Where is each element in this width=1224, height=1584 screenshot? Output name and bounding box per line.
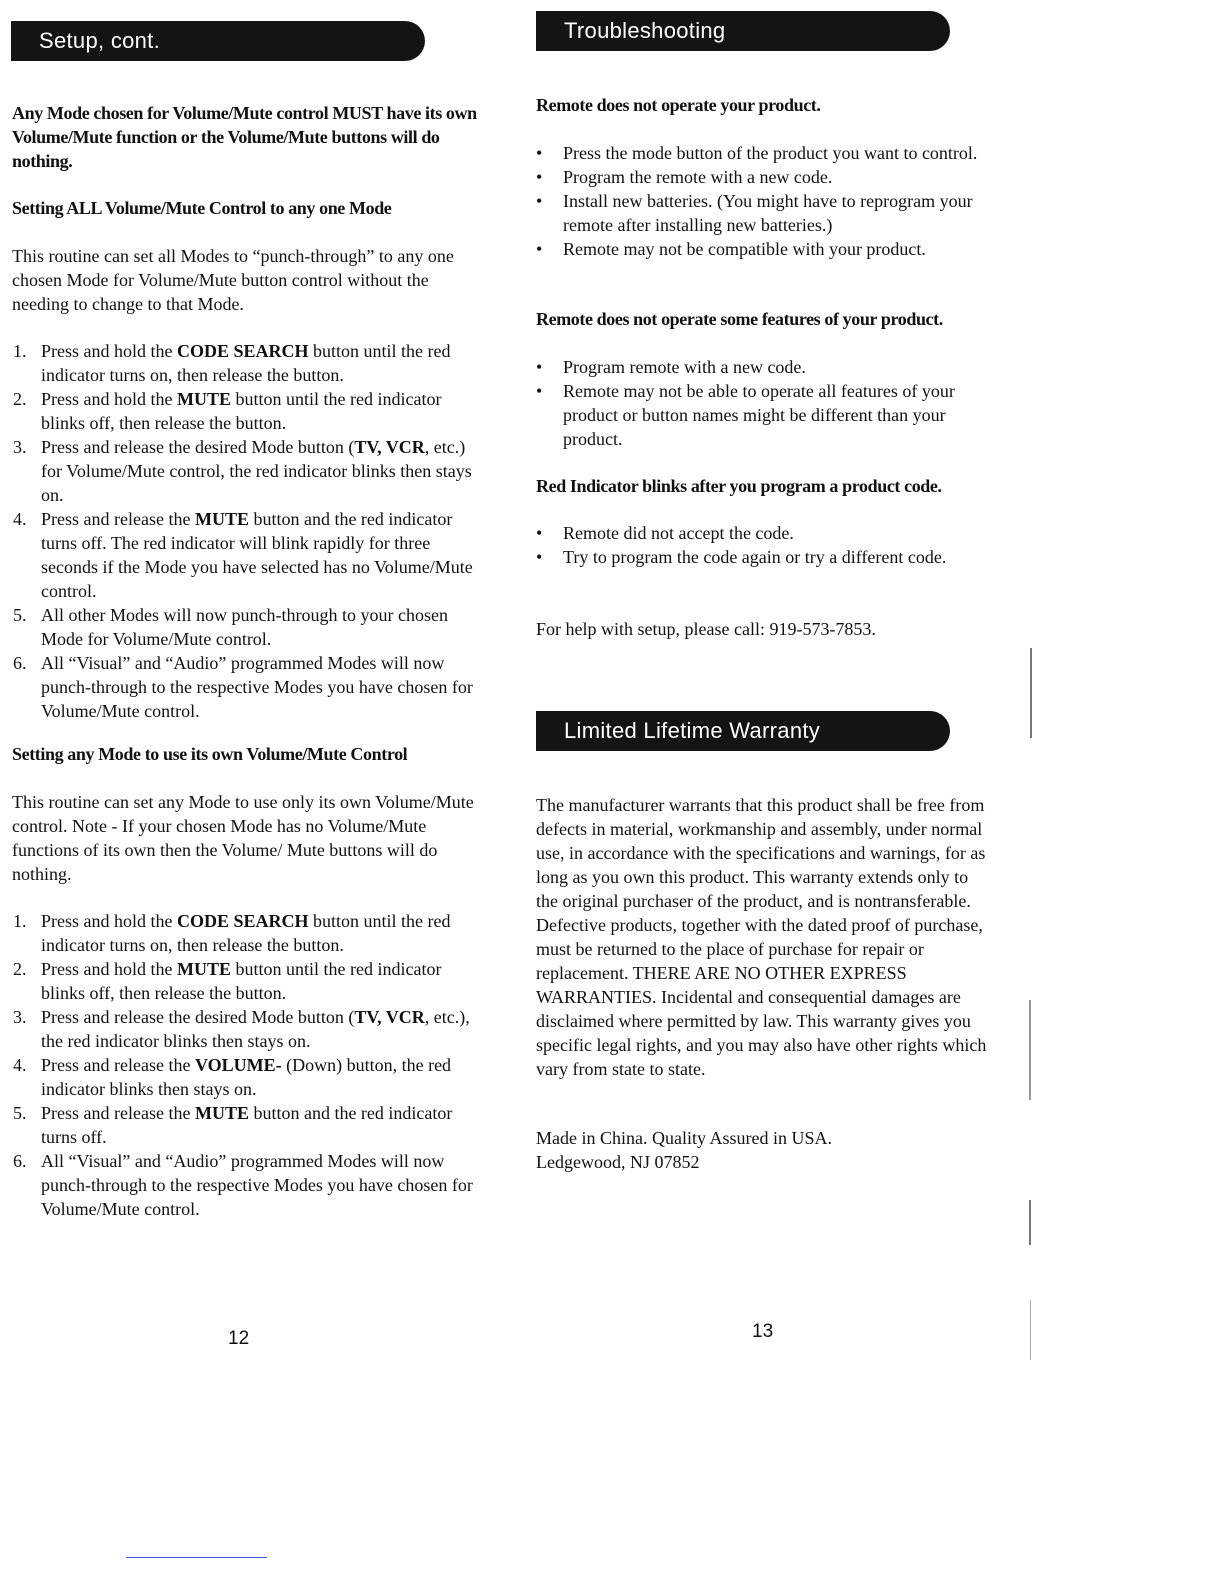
bullet-text: Install new batteries. (You might have to reprogram your remote after installing new batteries.) <box>563 191 973 235</box>
bullet-item <box>536 165 996 189</box>
step-item <box>12 651 482 723</box>
step-text: Press and release the <box>41 509 195 529</box>
issue-2 <box>536 307 996 331</box>
scan-edge-mark <box>1030 1300 1031 1360</box>
bullet-text: Remote may not be compatible with your product. <box>563 239 926 259</box>
troubleshooting-banner: Troubleshooting <box>536 11 950 51</box>
issue-heading: Remote does not operate your product. <box>536 95 821 115</box>
bullet-text: Remote did not accept the code. <box>563 523 794 543</box>
step-number: 4. <box>13 1055 27 1075</box>
bullet-item <box>536 521 996 545</box>
step-text: Press and hold the <box>41 341 177 361</box>
bullet-dot-icon: • <box>536 547 543 567</box>
step-item <box>12 1149 482 1221</box>
step-button-name: TV, VCR <box>354 437 425 457</box>
step-button-name: MUTE <box>176 959 231 979</box>
step-item <box>12 339 482 387</box>
step-number: 1. <box>13 911 27 931</box>
bullet-dot-icon: • <box>536 143 543 163</box>
bullet-text: Program the remote with a new code. <box>563 167 833 187</box>
section2-heading: Setting any Mode to use its own Volume/Mute Control <box>12 744 408 764</box>
step-number: 1. <box>13 341 27 361</box>
step-button-name: MUTE <box>194 509 249 529</box>
step-button-name: VOLUME- <box>194 1055 282 1075</box>
page-number-left: 12 <box>228 1328 250 1349</box>
step-button-name: MUTE <box>194 1103 249 1123</box>
step-text: All other Modes will now punch-through to your chosen Mode for Volume/Mute control. <box>41 605 448 649</box>
step-item <box>12 957 482 1005</box>
page-number-right: 13 <box>752 1321 774 1342</box>
step-text: All “Visual” and “Audio” programmed Modes will now punch-through to the respective Modes you have chosen for Volume/Mute control. <box>41 1151 473 1219</box>
step-button-name: CODE SEARCH <box>176 341 309 361</box>
bullet-text: Program remote with a new code. <box>563 357 806 377</box>
bullet-dot-icon: • <box>536 191 543 211</box>
step-number: 6. <box>13 1151 27 1171</box>
issue-3 <box>536 474 996 498</box>
scan-edge-mark <box>1030 648 1032 738</box>
step-number: 2. <box>13 389 27 409</box>
step-item <box>12 909 482 957</box>
step-item <box>12 435 482 507</box>
bullet-item <box>536 189 996 237</box>
step-item <box>12 507 482 603</box>
step-text: Press and release the <box>41 1055 195 1075</box>
made-in: Made in China. Quality Assured in USA. Ledgewood, NJ 07852 <box>536 1126 996 1174</box>
step-item <box>12 387 482 435</box>
bullet-text: Remote may not be able to operate all features of your product or button names might be different than your product. <box>563 381 955 449</box>
step-text: button until the red indicator turns on, then release the button. <box>41 341 451 385</box>
step-text: button and the red indicator turns off. The red indicator will blink rapidly for three seconds if the Mode you have selected has no Volume/Mute control. <box>41 509 473 601</box>
step-text: button and the red indicator turns off. <box>41 1103 453 1147</box>
step-number: 5. <box>13 1103 27 1123</box>
section1-heading: Setting ALL Volume/Mute Control to any one Mode <box>12 198 392 218</box>
bullet-dot-icon: • <box>536 381 543 401</box>
section1-intro: This routine can set all Modes to “punch-through” to any one chosen Mode for Volume/Mute button control without the needing to change to that Mode. <box>12 246 454 314</box>
step-item <box>12 1101 482 1149</box>
step-text: All “Visual” and “Audio” programmed Modes will now punch-through to the respective Modes you have chosen for Volume/Mute control. <box>41 653 473 721</box>
step-number: 2. <box>13 959 27 979</box>
bullet-text: Press the mode button of the product you want to control. <box>563 143 978 163</box>
step-item <box>12 603 482 651</box>
bullet-item <box>536 355 996 379</box>
scan-edge-mark <box>1029 1200 1031 1245</box>
step-item <box>12 1005 482 1053</box>
step-number: 3. <box>13 437 27 457</box>
bullet-dot-icon: • <box>536 167 543 187</box>
step-number: 3. <box>13 1007 27 1027</box>
bullet-item <box>536 379 996 451</box>
step-text: button until the red indicator blinks off, then release the button. <box>41 389 442 433</box>
step-text: , etc.) for Volume/Mute control, the red indicator blinks then stays on. <box>41 437 472 505</box>
address: Ledgewood, NJ 07852 <box>536 1152 700 1172</box>
help-line: For help with setup, please call: 919-573-7853. <box>536 619 876 639</box>
bullet-text: Try to program the code again or try a different code. <box>563 547 947 567</box>
step-text: (Down) button, the red indicator blinks then stays on. <box>41 1055 452 1099</box>
step-item <box>12 1053 482 1101</box>
step-number: 5. <box>13 605 27 625</box>
bullet-dot-icon: • <box>536 239 543 259</box>
section1-steps <box>12 339 482 723</box>
scan-edge-mark <box>1029 1000 1031 1100</box>
section2-intro: This routine can set any Mode to use only its own Volume/Mute control. Note - If your chosen Mode has no Volume/Mute functions of its own then the Volume/ Mute buttons will do nothing. <box>12 792 474 884</box>
issue-3-list <box>536 521 996 569</box>
warning-note <box>12 101 482 173</box>
warning-text: Any Mode chosen for Volume/Mute control MUST have its own Volume/Mute function or the Volume/Mute buttons will do nothing. <box>12 103 477 171</box>
step-button-name: MUTE <box>176 389 231 409</box>
step-text: Press and hold the <box>41 389 177 409</box>
bullet-item <box>536 141 996 165</box>
footer-rule <box>126 1557 267 1558</box>
warranty-text: The manufacturer warrants that this product shall be free from defects in material, workmanship and assembly, under normal use, in accordance with the specifications and warnings, for as long as you own this product. This warranty extends only to the original purchaser of the product, and is nontransferable. Defective products, together with the dated proof of purchase, must be returned to the place of purchase for repair or replacement. THERE ARE NO OTHER EXPRESS WARRANTIES. Incidental and consequential damages are disclaimed where permitted by law. This warranty gives you specific legal rights, and you may also have other rights which vary from state to state. <box>536 795 987 1079</box>
step-text: button until the red indicator blinks off, then release the button. <box>41 959 442 1003</box>
section2-steps <box>12 909 482 1221</box>
issue-1-list <box>536 141 996 261</box>
step-number: 6. <box>13 653 27 673</box>
step-text: Press and release the desired Mode button ( <box>41 1007 355 1027</box>
warranty-banner: Limited Lifetime Warranty <box>536 711 950 751</box>
setup-cont-banner: Setup, cont. <box>11 21 425 61</box>
issue-heading: Remote does not operate some features of your product. <box>536 309 943 329</box>
step-text: button until the red indicator turns on, then release the button. <box>41 911 451 955</box>
step-text: Press and hold the <box>41 911 177 931</box>
step-text: Press and release the desired Mode button ( <box>41 437 355 457</box>
bullet-item <box>536 237 996 261</box>
issue-2-list <box>536 355 996 451</box>
step-text: Press and hold the <box>41 959 177 979</box>
issue-1 <box>536 93 996 117</box>
step-text: , etc.), the red indicator blinks then stays on. <box>41 1007 470 1051</box>
bullet-dot-icon: • <box>536 357 543 377</box>
bullet-item <box>536 545 996 569</box>
step-text: Press and release the <box>41 1103 195 1123</box>
step-button-name: CODE SEARCH <box>176 911 309 931</box>
issue-heading: Red Indicator blinks after you program a product code. <box>536 476 942 496</box>
step-button-name: TV, VCR <box>354 1007 425 1027</box>
bullet-dot-icon: • <box>536 523 543 543</box>
step-number: 4. <box>13 509 27 529</box>
